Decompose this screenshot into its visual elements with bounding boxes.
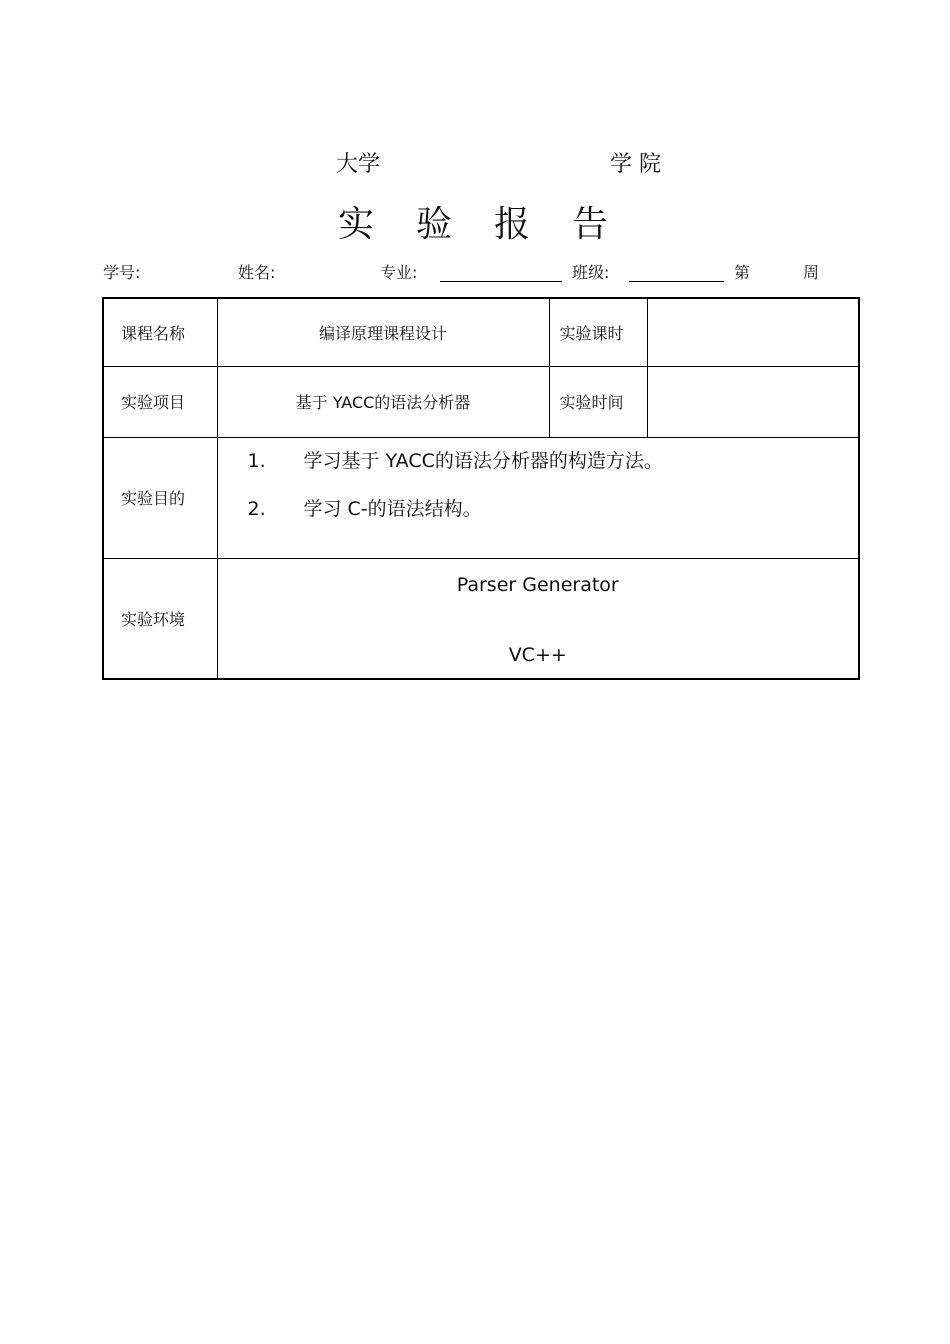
table-row	[103, 437, 859, 558]
student-id-label: 学号:	[103, 263, 141, 282]
goal-number: 1.	[247, 449, 266, 472]
env-label: 实验环境	[103, 558, 217, 679]
env-item-vc: VC++	[508, 643, 567, 666]
table-row	[103, 558, 859, 679]
week-suffix: 周	[803, 263, 820, 282]
college-name: 学 院	[610, 152, 661, 177]
goal-number: 2.	[247, 497, 266, 520]
name-label: 姓名:	[238, 263, 276, 282]
goal-text: 学习基于 YACC的语法分析器的构造方法。	[303, 449, 663, 472]
goal-text: 学习 C-的语法结构。	[303, 497, 482, 520]
major-underline	[440, 281, 562, 282]
week-prefix: 第	[734, 263, 751, 282]
university-name: 大学	[336, 152, 381, 177]
table-row	[103, 366, 859, 437]
class-label: 班级:	[572, 263, 610, 282]
goal-item-2	[218, 496, 859, 522]
major-label: 专业:	[380, 263, 418, 282]
goal-label: 实验目的	[103, 437, 217, 558]
report-table	[102, 297, 860, 680]
hours-label: 实验课时	[549, 298, 647, 366]
goal-content	[217, 437, 859, 558]
env-item-parser-generator: Parser Generator	[456, 573, 619, 596]
time-value	[647, 366, 859, 437]
goal-item-1	[218, 448, 859, 474]
project-value: 基于 YACC的语法分析器	[217, 366, 549, 437]
hours-value	[647, 298, 859, 366]
time-label: 实验时间	[549, 366, 647, 437]
class-underline	[629, 281, 724, 282]
course-label: 课程名称	[103, 298, 217, 366]
env-content	[217, 558, 859, 679]
report-title: 实验报告	[338, 204, 651, 245]
table-row	[103, 298, 859, 366]
course-value: 编译原理课程设计	[217, 298, 549, 366]
project-label: 实验项目	[103, 366, 217, 437]
